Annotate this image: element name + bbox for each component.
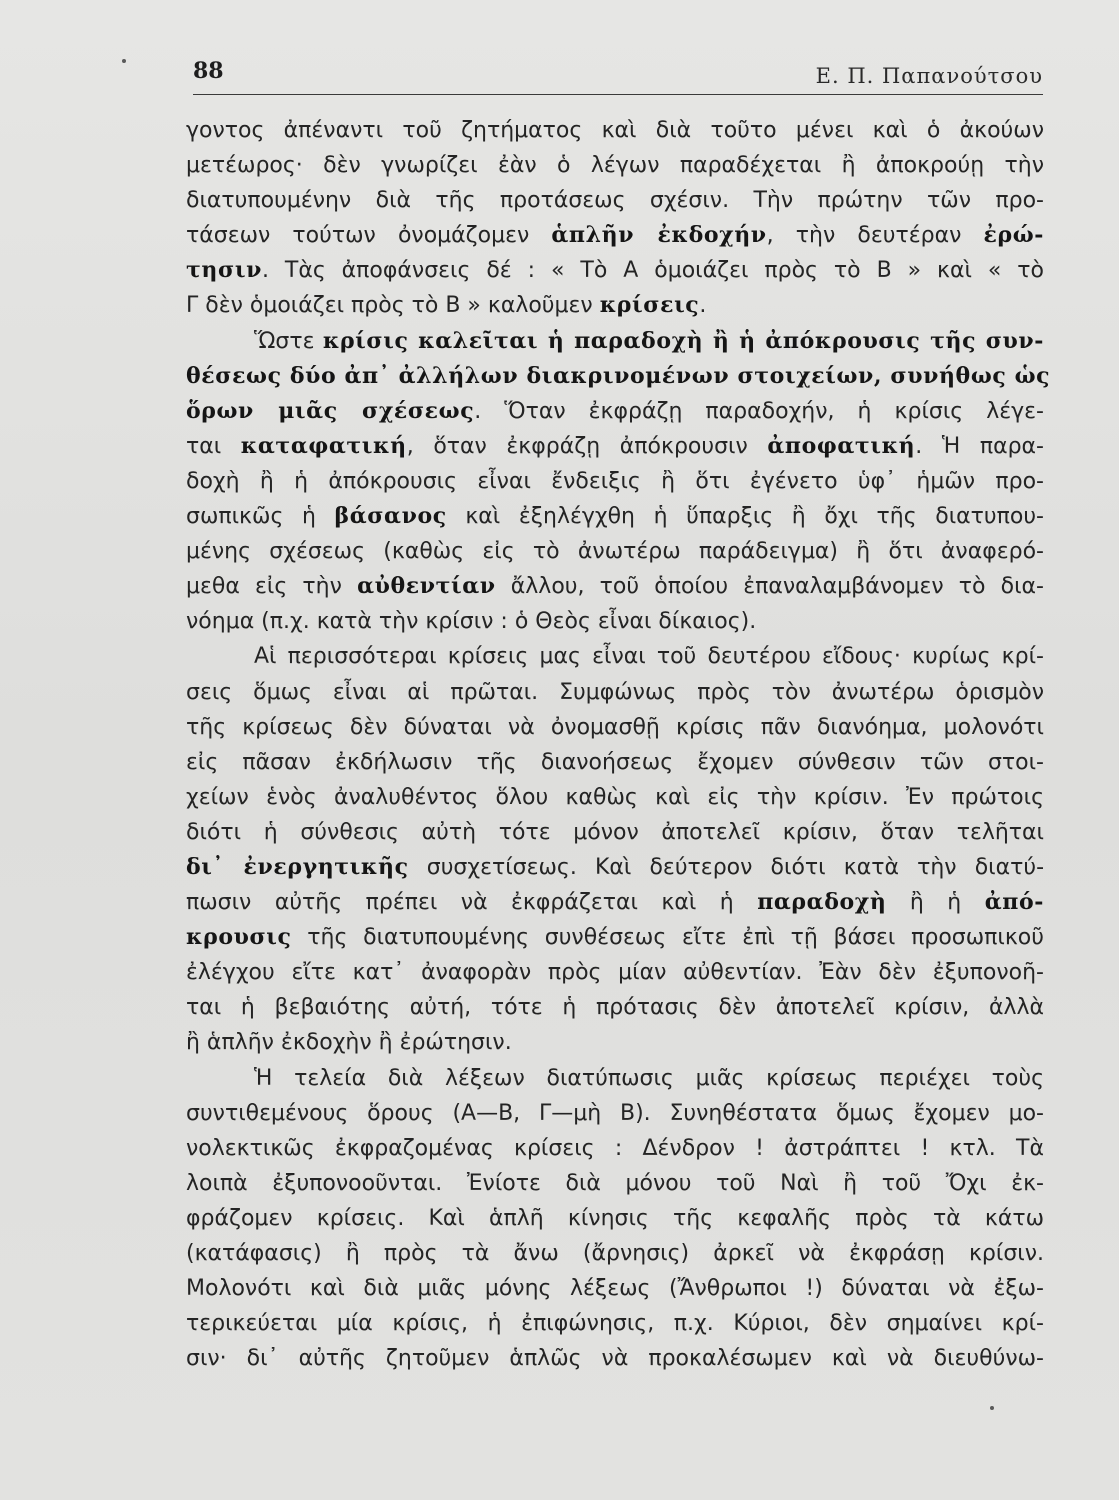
text-run: τῆς διατυπουμένης συνθέσεως εἴτε ἐπὶ τῇ βάσει προσωπικοῦ <box>291 925 1044 951</box>
emphasized-term: κρουσις <box>186 924 292 951</box>
text-line <box>186 359 1051 394</box>
emphasized-term: ὅρων μιᾶς σχέσεως <box>186 397 475 424</box>
text-run: ἄλλου, τοῦ ὁποίου ἐπαναλαμβάνομεν τὸ δια- <box>495 574 1044 600</box>
text-run: σιν· δι᾽ αὐτῆς ζητοῦμεν ἁπλῶς νὰ προκαλέσωμεν καὶ νὰ διευθύνω- <box>186 1346 1044 1372</box>
header-rule <box>193 94 1043 95</box>
text-line <box>186 675 1044 710</box>
emphasized-term: ἀπό- <box>984 889 1044 916</box>
text-line <box>186 499 1044 534</box>
emphasized-term: θέσεως δύο ἀπ᾽ ἀλλήλων διακρινομένων στοιχείων, συνήθως ὡς <box>186 362 1051 389</box>
text-run: διότι ἡ σύνθεσις αὐτὴ τότε μόνον ἀποτελεῖ κρίσιν, ὅταν τελῆται <box>186 819 1044 845</box>
text-run: (κατάφασις) ἢ πρὸς τὰ ἄνω (ἄρνησις) ἀρκεῖ νὰ ἐκφράσῃ κρίσιν. <box>186 1241 1044 1266</box>
text-line <box>186 1306 1044 1341</box>
text-line <box>186 990 1044 1025</box>
ink-speck <box>122 59 126 63</box>
text-run: μένης σχέσεως (καθὼς εἰς τὸ ἀνωτέρω παράδειγμα) ἢ ὅτι ἀναφερό- <box>186 539 1044 565</box>
text-run: Ἡ τελεία διὰ λέξεων διατύπωσις μιᾶς κρίσεως περιέχει τοὺς <box>254 1065 1044 1091</box>
emphasized-term: βάσανος <box>334 503 447 530</box>
text-line <box>186 1061 1044 1096</box>
text-run: εἰς πᾶσαν ἐκδήλωσιν τῆς διανοήσεως ἔχομεν σύνθεσιν τῶν στοι- <box>186 749 1044 775</box>
text-run: τάσεων τούτων ὀνομάζομεν <box>186 223 552 249</box>
text-run: λοιπὰ ἐξυπονοοῦνται. Ἐνίοτε διὰ μόνου τοῦ Ναὶ ἢ τοῦ Ὄχι ἐκ- <box>186 1170 1044 1196</box>
text-run: φράζομεν κρίσεις. Καὶ ἁπλῆ κίνησις τῆς κεφαλῆς πρὸς τὰ κάτω <box>186 1205 1044 1231</box>
emphasized-term: παραδοχὴ <box>757 889 887 916</box>
emphasized-term: κρίσις καλεῖται ἡ παραδοχὴ ἢ ἡ ἀπόκρουσις τῆς συν- <box>322 327 1044 354</box>
text-run: . Ὅταν ἐκφράζῃ παραδοχήν, ἡ κρίσις λέγε- <box>474 398 1044 424</box>
text-run: πωσιν αὐτῆς πρέπει νὰ ἐκφράζεται καὶ ἡ <box>186 890 758 916</box>
text-line <box>186 288 1044 323</box>
emphasized-term: ἐρώ- <box>983 222 1044 249</box>
text-run: νολεκτικῶς ἐκφραζομένας κρίσεις : Δένδρον ! ἀστράπτει ! κτλ. Τὰ <box>186 1135 1044 1161</box>
text-line <box>186 183 1044 218</box>
page-number: 88 <box>193 58 224 84</box>
text-run: νόημα (π.χ. κατὰ τὴν κρίσιν : ὁ Θεὸς εἶναι δίκαιος). <box>186 609 757 635</box>
text-run: σεις ὅμως εἶναι αἱ πρῶται. Συμφώνως πρὸς τὸν ἀνωτέρω ὁρισμὸν <box>186 679 1044 705</box>
text-run: , ὅταν ἐκφράζῃ ἀπόκρουσιν <box>406 433 768 459</box>
text-line <box>186 429 1044 464</box>
text-line <box>186 920 1044 955</box>
emphasized-term: ἀποφατική <box>767 432 916 459</box>
text-run: τερικεύεται μία κρίσις, ἡ ἐπιφώνησις, π.χ. Κύριοι, δὲν σημαίνει κρί- <box>186 1311 1044 1337</box>
body-text <box>186 113 1051 1376</box>
text-run: . Τὰς ἀποφάνσεις δέ : « Τὸ Α ὁμοιάζει πρὸς τὸ Β » καὶ « τὸ <box>261 258 1044 284</box>
text-run: . Ἡ παρα- <box>915 433 1045 459</box>
text-run: ἐλέγχου εἴτε κατ᾽ ἀναφορὰν πρὸς μίαν αὐθεντίαν. Ἐὰν δὲν ἐξυπονοῆ- <box>186 960 1044 986</box>
text-line <box>186 534 1044 569</box>
text-line <box>186 148 1044 183</box>
text-line <box>186 253 1044 288</box>
emphasized-term: τησιν <box>186 257 262 284</box>
text-line <box>186 1166 1044 1201</box>
text-line <box>186 885 1044 920</box>
text-line <box>186 324 1044 359</box>
text-line <box>186 710 1044 745</box>
text-line <box>186 955 1044 990</box>
text-line <box>186 815 1044 850</box>
header-author: Ε. Π. Παπανούτσου <box>815 64 1043 88</box>
text-run: συσχετίσεως. Καὶ δεύτερον διότι κατὰ τὴν διατύ- <box>408 854 1045 880</box>
text-run: μεθα εἰς τὴν <box>186 574 358 600</box>
emphasized-term: αὐθεντίαν <box>357 573 496 600</box>
text-line <box>186 850 1044 885</box>
text-run: ἢ ἡ <box>886 890 985 916</box>
text-run: Μολονότι καὶ διὰ μιᾶς μόνης λέξεως (Ἄνθρωποι !) δύναται νὰ ἐξω- <box>186 1276 1044 1302</box>
text-line <box>186 464 1044 499</box>
text-line <box>186 1096 1044 1131</box>
text-line <box>186 218 1044 253</box>
text-run: μετέωρος· δὲν γνωρίζει ἐὰν ὁ λέγων παραδέχεται ἢ ἀποκρούῃ τὴν <box>186 153 1044 179</box>
text-line <box>186 569 1044 604</box>
text-line <box>186 639 1044 674</box>
text-run: διατυπουμένην διὰ τῆς προτάσεως σχέσιν. Τὴν πρώτην τῶν προ- <box>186 188 1044 214</box>
text-run: ται ἡ βεβαιότης αὐτή, τότε ἡ πρότασις δὲν ἀποτελεῖ κρίσιν, ἀλλὰ <box>186 995 1044 1021</box>
text-line <box>186 394 1044 429</box>
emphasized-term: ἁπλῆν ἐκδοχήν <box>551 222 767 249</box>
emphasized-term: καταφατική <box>240 432 407 459</box>
emphasized-term: κρίσεις <box>599 292 700 319</box>
text-run: Αἱ περισσότεραι κρίσεις μας εἶναι τοῦ δευτέρου εἴδους· κυρίως κρί- <box>254 644 1044 670</box>
text-line <box>186 1271 1044 1306</box>
running-head <box>193 52 1043 96</box>
text-run: , τὴν δευτέραν <box>766 223 984 249</box>
text-line <box>186 113 1044 148</box>
text-run: Ὥστε <box>254 328 323 354</box>
text-line <box>186 1131 1044 1166</box>
text-run: Γ δὲν ὁμοιάζει πρὸς τὸ Β » καλοῦμεν <box>186 293 600 319</box>
text-run: γοντος ἀπέναντι τοῦ ζητήματος καὶ διὰ τοῦτο μένει καὶ ὁ ἀκούων <box>186 118 1044 143</box>
text-line <box>186 1341 1044 1376</box>
text-run: ἢ ἁπλῆν ἐκδοχὴν ἢ ἐρώτησιν. <box>186 1030 512 1056</box>
text-line <box>186 1025 1044 1060</box>
text-line <box>186 604 1044 639</box>
text-run: καὶ ἐξηλέγχθη ἡ ὕπαρξις ἢ ὄχι τῆς διατυπου- <box>446 504 1044 530</box>
ink-speck <box>990 1406 994 1410</box>
text-line <box>186 1201 1044 1236</box>
text-run: χείων ἑνὸς ἀναλυθέντος ὅλου καθὼς καὶ εἰς τὴν κρίσιν. Ἐν πρώτοις <box>186 784 1044 810</box>
text-run: δοχὴ ἢ ἡ ἀπόκρουσις εἶναι ἔνδειξις ἢ ὅτι ἐγένετο ὑφ᾽ ἡμῶν προ- <box>186 468 1044 494</box>
emphasized-term: δι᾽ ἐνεργητικῆς <box>186 853 409 880</box>
text-line <box>186 745 1044 780</box>
text-run: . <box>699 293 707 319</box>
text-line <box>186 780 1044 815</box>
text-run: ται <box>186 433 241 459</box>
text-run: σωπικῶς ἡ <box>186 504 335 530</box>
text-run: τῆς κρίσεως δὲν δύναται νὰ ὀνομασθῇ κρίσις πᾶν διανόημα, μολονότι <box>186 714 1044 740</box>
text-line <box>186 1236 1044 1271</box>
text-run: συντιθεμένους ὅρους (Α—Β, Γ—μὴ Β). Συνηθέστατα ὅμως ἔχομεν μο- <box>186 1100 1044 1126</box>
